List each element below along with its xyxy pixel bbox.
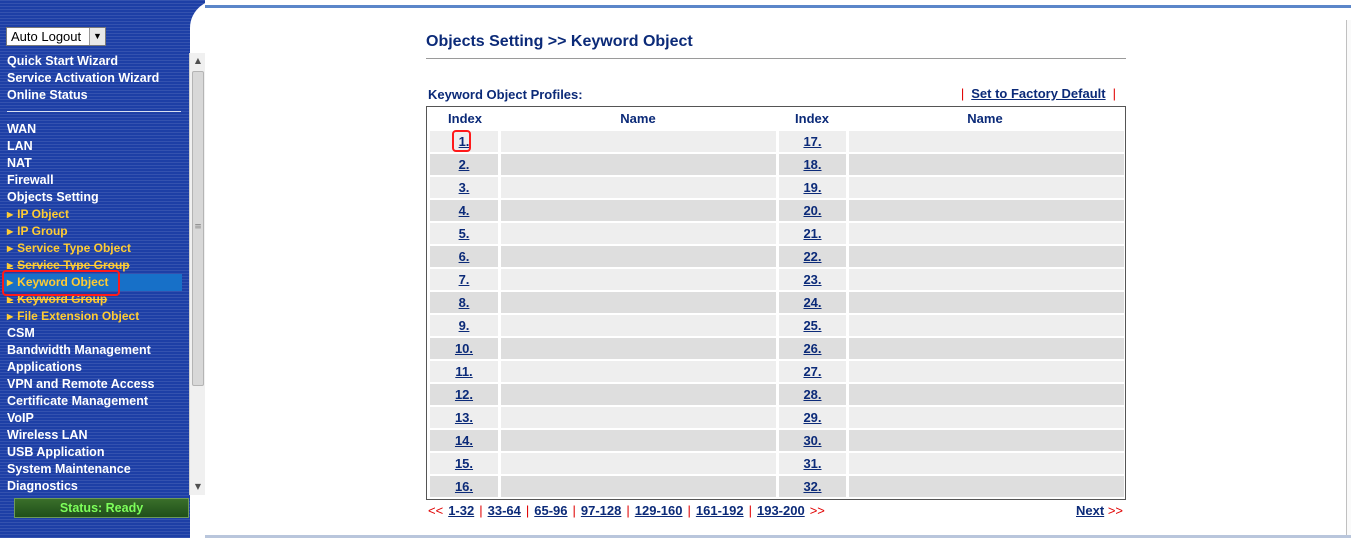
sidebar-item-wireless-lan[interactable]: Wireless LAN [7,428,88,442]
name-cell [501,338,776,359]
page-link[interactable]: 33-64 [487,503,521,518]
index-link[interactable]: 16. [454,479,474,494]
name-cell [501,154,776,175]
index-link[interactable]: 3. [458,180,470,195]
separator: | [687,503,691,518]
index-cell [430,453,498,474]
table-row [430,131,1124,152]
triangle-right-icon: ▶ [7,278,14,287]
next-arrow: >> [809,503,825,518]
name-cell [849,292,1124,313]
index-cell [779,131,846,152]
index-cell [779,154,846,175]
index-link[interactable]: 1. [458,134,470,149]
index-cell [779,246,846,267]
index-cell [779,407,846,428]
sidebar-item-quick-start-wizard[interactable]: Quick Start Wizard [7,54,119,68]
prev-arrow: << [428,503,444,518]
sidebar-item-lan[interactable]: LAN [7,139,33,153]
index-cell [779,338,846,359]
profiles-heading: Keyword Object Profiles: [428,87,583,102]
sidebar-subitem-service-type-object[interactable] [7,240,187,257]
sidebar-item-usb-application[interactable]: USB Application [7,445,105,459]
column-header-index: Index [448,111,482,126]
page-link[interactable]: 193-200 [756,503,805,518]
separator: | [572,503,576,518]
index-cell [430,407,498,428]
index-link[interactable]: 7. [458,272,470,287]
index-link[interactable]: 8. [458,295,470,310]
index-link[interactable]: 21. [803,226,822,241]
name-cell [849,384,1124,405]
index-link[interactable]: 6. [458,249,470,264]
page-link[interactable]: 65-96 [534,503,568,518]
separator: | [479,503,483,518]
index-cell [430,384,498,405]
sidebar-subitem-ip-object[interactable] [7,206,187,223]
sidebar-item-certificate-management[interactable]: Certificate Management [7,394,149,408]
auto-logout-value: Auto Logout [11,29,82,44]
table-row [430,200,1124,221]
index-cell [779,200,846,221]
index-cell [430,269,498,290]
index-link[interactable]: 17. [803,134,822,149]
sidebar-item-service-activation-wizard[interactable]: Service Activation Wizard [7,71,160,85]
triangle-right-icon: ▶ [7,244,14,253]
window-edge [1346,20,1351,535]
sidebar-item-online-status[interactable]: Online Status [7,88,88,102]
column-header-name: Name [967,111,1003,126]
name-cell [501,200,776,221]
name-cell [501,223,776,244]
name-cell [849,269,1124,290]
separator: | [1112,86,1116,101]
sidebar-item-csm[interactable]: CSM [7,326,35,340]
name-cell [501,246,776,267]
grip-icon: ≡ [194,222,202,232]
sidebar-item-vpn-and-remote-access[interactable]: VPN and Remote Access [7,377,155,391]
menu-item-label: IP Object [17,207,69,221]
index-cell [779,315,846,336]
name-cell [501,361,776,382]
name-cell [849,154,1124,175]
scroll-down-arrow-icon[interactable]: ▼ [194,482,202,491]
name-cell [849,407,1124,428]
index-cell [430,338,498,359]
sidebar-item-bandwidth-management[interactable]: Bandwidth Management [7,343,151,357]
index-cell [779,384,846,405]
name-cell [849,223,1124,244]
keyword-object-table [426,106,1126,500]
index-cell [779,476,846,497]
index-link[interactable]: 22. [803,249,822,264]
table-row [430,384,1124,405]
index-link[interactable]: 14. [454,433,474,448]
name-cell [849,361,1124,382]
index-cell [779,453,846,474]
index-link[interactable]: 27. [803,364,822,379]
index-link[interactable]: 15. [454,456,474,471]
index-link[interactable]: 19. [803,180,822,195]
separator: | [525,503,530,518]
scroll-up-arrow-icon[interactable]: ▲ [194,56,202,65]
name-cell [849,200,1124,221]
index-link[interactable]: 28. [803,387,822,402]
next-group [1076,503,1123,518]
index-link[interactable]: 23. [803,272,822,287]
index-link[interactable]: 18. [803,157,822,172]
page-link[interactable]: 161-192 [695,503,744,518]
index-link[interactable]: 11. [455,364,473,379]
index-cell [430,292,498,313]
table-row [430,292,1124,313]
next-link[interactable]: Next [1076,503,1105,518]
index-link[interactable]: 10. [454,341,474,356]
name-cell [849,476,1124,497]
table-row [430,338,1124,359]
top-border [205,5,1351,8]
factory-default-group [954,86,1123,101]
triangle-right-icon: ▶ [7,227,14,236]
table-row [430,476,1124,497]
table-row [430,430,1124,451]
name-cell [849,338,1124,359]
set-factory-default-link[interactable]: Set to Factory Default [971,86,1106,101]
name-cell [849,177,1124,198]
sidebar-item-nat[interactable]: NAT [7,156,32,170]
chevron-down-icon[interactable]: ▼ [89,28,105,45]
name-cell [501,476,776,497]
name-cell [501,430,776,451]
next-arrow: >> [1107,503,1123,518]
index-link[interactable]: 30. [803,433,822,448]
name-cell [849,246,1124,267]
sidebar-subitem-file-extension-object[interactable] [7,308,187,325]
table-row [430,407,1124,428]
name-cell [849,430,1124,451]
index-link[interactable]: 5. [458,226,470,241]
page-link[interactable]: 129-160 [634,503,683,518]
index-link[interactable]: 29. [803,410,822,425]
table-row [430,246,1124,267]
name-cell [501,131,776,152]
index-cell [779,430,846,451]
index-cell [779,269,846,290]
triangle-right-icon: ▶ [7,261,14,270]
index-cell [430,246,498,267]
index-cell [430,361,498,382]
name-cell [849,131,1124,152]
index-link[interactable]: 9. [458,318,470,333]
name-cell [501,453,776,474]
index-link[interactable]: 20. [803,203,822,218]
sidebar-item-voip[interactable]: VoIP [7,411,34,425]
index-link[interactable]: 25. [803,318,822,333]
index-cell [779,361,846,382]
index-cell [430,154,498,175]
index-cell [430,315,498,336]
column-header-name: Name [620,111,656,126]
sidebar-item-system-maintenance[interactable]: System Maintenance [7,462,131,476]
index-link[interactable]: 13. [454,410,474,425]
status-indicator: Status: Ready [14,498,189,518]
auto-logout-select[interactable] [6,27,106,46]
separator: | [960,86,965,101]
table-row [430,269,1124,290]
title-divider [426,58,1126,59]
index-cell [779,177,846,198]
name-cell [849,453,1124,474]
menu-item-label: Service Type Object [17,241,131,255]
name-cell [501,315,776,336]
page-title: Objects Setting >> Keyword Object [426,33,693,50]
menu-item-label: Keyword Group [17,292,108,306]
table-row [430,154,1124,175]
table-row [430,177,1124,198]
index-cell [430,430,498,451]
scrollbar-thumb[interactable] [192,71,204,386]
sidebar-item-objects-setting[interactable]: Objects Setting [7,190,99,204]
triangle-right-icon: ▶ [7,210,14,219]
sidebar-scrollbar[interactable] [189,53,205,495]
separator: | [626,503,630,518]
index-cell [779,223,846,244]
triangle-right-icon: ▶ [7,312,14,321]
page-link[interactable]: 97-128 [580,503,622,518]
name-cell [501,407,776,428]
column-header-index: Index [795,111,829,126]
index-cell [430,476,498,497]
menu-item-label: File Extension Object [17,309,140,323]
name-cell [849,315,1124,336]
index-cell [779,292,846,313]
active-item-highlight [2,270,120,296]
name-cell [501,269,776,290]
index-link[interactable]: 31. [803,456,822,471]
table-row [430,453,1124,474]
menu-item-label: Keyword Object [17,275,109,289]
index-cell [430,200,498,221]
table-row [430,361,1124,382]
menu-item-label: Service Type Group [17,258,130,272]
menu-item-label: IP Group [17,224,68,238]
sidebar-subitem-ip-group[interactable] [7,223,187,240]
menu-divider [7,104,187,121]
pagination [428,503,825,518]
sidebar-item-wan[interactable]: WAN [7,122,37,136]
index-cell [430,177,498,198]
name-cell [501,384,776,405]
index-link[interactable]: 12. [454,387,474,402]
table-header [427,111,1125,129]
selected-index-highlight [452,130,471,152]
index-link[interactable]: 32. [803,479,822,494]
page-link[interactable]: 1-32 [448,503,475,518]
table-row [430,315,1124,336]
table-row [430,223,1124,244]
index-link[interactable]: 24. [803,295,822,310]
sidebar-item-firewall[interactable]: Firewall [7,173,54,187]
triangle-right-icon: ▶ [7,295,14,304]
index-link[interactable]: 2. [458,157,470,172]
separator: | [748,503,752,518]
name-cell [501,177,776,198]
sidebar-item-applications[interactable]: Applications [7,360,83,374]
name-cell [501,292,776,313]
index-link[interactable]: 4. [458,203,470,218]
sidebar-item-diagnostics[interactable]: Diagnostics [7,479,78,493]
index-link[interactable]: 26. [803,341,822,356]
index-cell [430,223,498,244]
